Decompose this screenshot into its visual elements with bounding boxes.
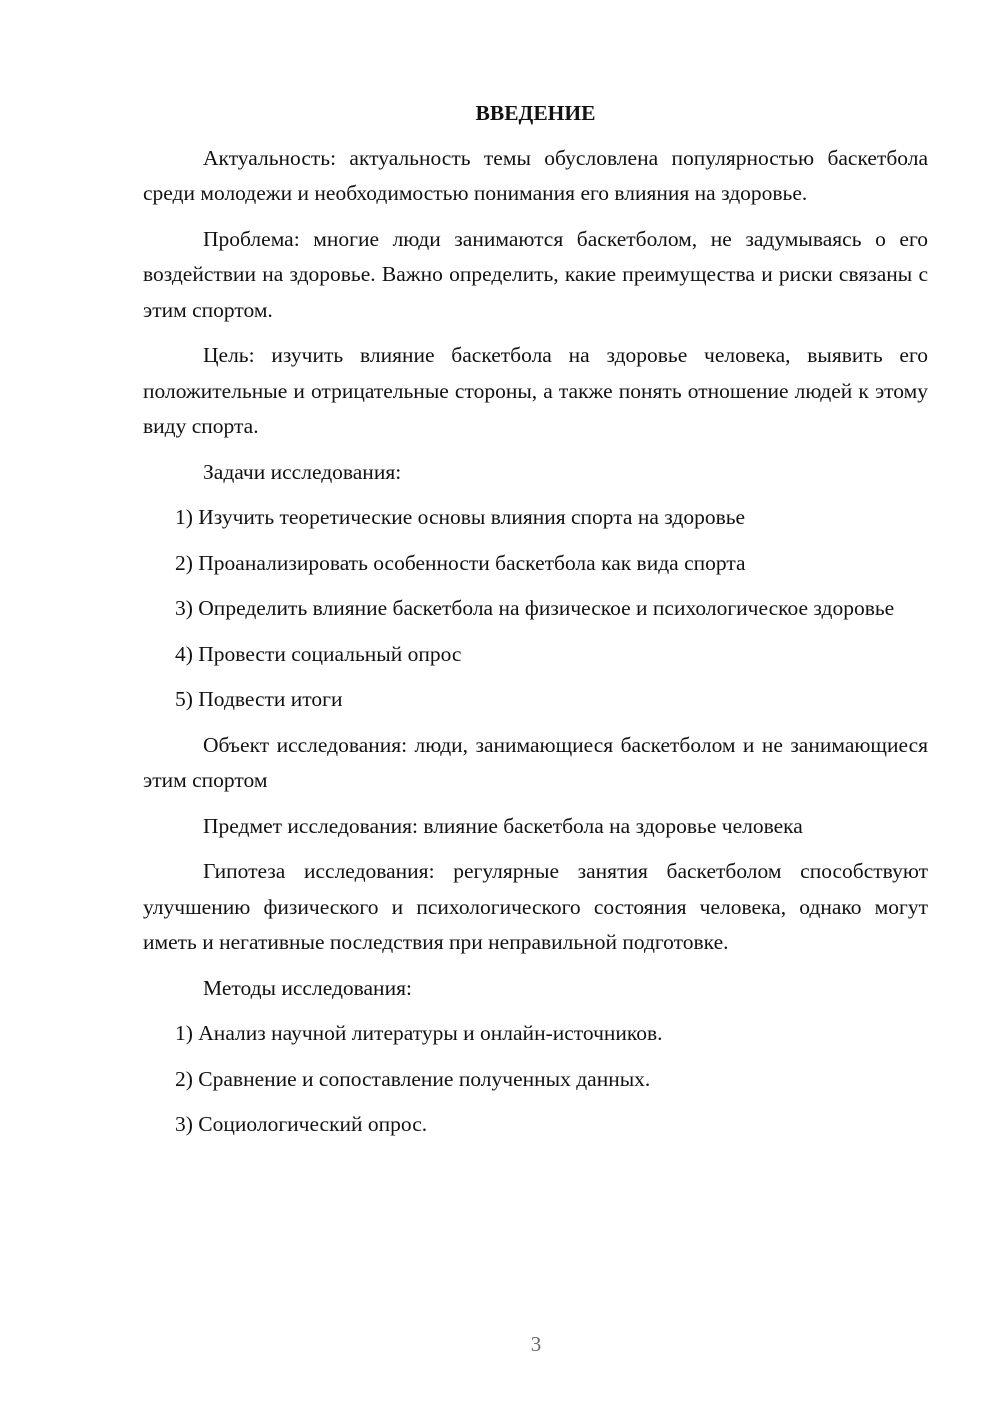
document-page bbox=[143, 96, 928, 1153]
task-item: 4) Провести социальный опрос bbox=[175, 641, 462, 666]
subject-paragraph: Предмет исследования: влияние баскетбола на здоровье человека bbox=[203, 813, 803, 838]
object-paragraph: Объект исследования: люди, занимающиеся баскетболом и не занимающиеся этим спортом bbox=[143, 732, 928, 792]
task-item: 1) Изучить теоретические основы влияния спорта на здоровье bbox=[175, 505, 746, 529]
method-item: 2) Сравнение и сопоставление полученных данных. bbox=[175, 1066, 651, 1091]
page-number: 3 bbox=[530, 1332, 542, 1356]
task-item: 2) Проанализировать особенности баскетбола как вида спорта bbox=[175, 550, 746, 575]
relevance-paragraph: Актуальность: актуальность темы обусловлена популярностью баскетбола среди молодежи и необходимостью понимания его влияния на здоровье. bbox=[143, 145, 928, 205]
task-item: 3) Определить влияние баскетбола на физическое и психологическое здоровье bbox=[175, 596, 895, 620]
method-item: 1) Анализ научной литературы и онлайн-источников. bbox=[175, 1021, 663, 1045]
task-item: 5) Подвести итоги bbox=[175, 687, 343, 711]
method-item: 3) Социологический опрос. bbox=[175, 1112, 428, 1136]
methods-heading: Методы исследования: bbox=[203, 975, 412, 1000]
hypothesis-paragraph: Гипотеза исследования: регулярные занятия баскетболом способствуют улучшению физического и психологического состояния человека, однако могут иметь и негативные последствия при неправильной подготовке. bbox=[143, 859, 928, 954]
section-title: ВВЕДЕНИЕ bbox=[475, 101, 596, 125]
goal-paragraph: Цель: изучить влияние баскетбола на здоровье человека, выявить его положительные и отрицательные стороны, а также понять отношение людей к этому виду спорта. bbox=[143, 343, 928, 438]
tasks-heading: Задачи исследования: bbox=[203, 459, 402, 484]
problem-paragraph: Проблема: многие люди занимаются баскетболом, не задумываясь о его воздействии на здоровье. Важно определить, какие преимущества и риски связаны с этим спортом. bbox=[143, 226, 928, 322]
